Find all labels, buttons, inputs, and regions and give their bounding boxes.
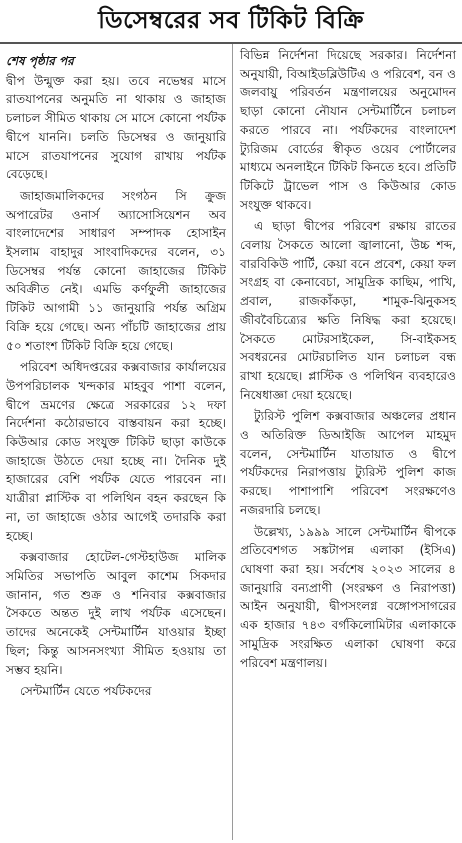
paragraph: পরিবেশ অধিদপ্তরের কক্সবাজার কার্যালয়ের উপপরিচালক খন্দকার মাহবুব পাশা বলেন, দ্বীপে ভ্রমণের ক্ষেত্রে সরকারের ১২ দফা নির্দেশনা কঠোরভাবে বাস্তবায়ন করা হচ্ছে। কিউআর কোড সংযুক্ত টিকিট ছাড়া কাউকে জাহাজে উঠতে দেয়া হচ্ছে না। দৈনিক দুই হাজারের বেশি পর্যটক যেতে পারবেন না। যাত্রীরা প্লাস্টিক বা পলিথিন বহন করছেন কি না, তা জাহাজে ওঠার আগেই তদারকি করা হচ্ছে। [6, 360, 226, 543]
paragraph: ট্যুরিস্ট পুলিশ কক্সবাজার অঞ্চলের প্রধান ও অতিরিক্ত ডিআইজি আপেল মাহমুদ বলেন, সেন্টমার্টিন যাতায়াত ও দ্বীপে পর্যটকদের নিরাপত্তায় ট্যুরিস্ট পুলিশ কাজ করছে। পাশাপাশি পরিবেশ সংরক্ষণেও নজরদারি চলছে। [240, 409, 456, 517]
continuation-kicker: শেষ পৃষ্ঠার পর [6, 54, 74, 68]
right-column [240, 46, 456, 675]
paragraph: জাহাজমালিকদের সংগঠন সি ক্রুজ অপারেটর ওনার্স অ্যাসোসিয়েশন অব বাংলাদেশের সাধারণ সম্পাদক হোসাইন ইসলাম বাহাদুর সাংবাদিকদের বলেন, ৩১ ডিসেম্বর পর্যন্ত কোনো জাহাজের টিকিট অবিক্রীত নেই। এমভি কর্ণফুলী জাহাজের টিকিট আগামী ১১ জানুয়ারি পর্যন্ত অগ্রিম বিক্রি হয়ে গেছে। অন্য পাঁচটি জাহাজের প্রায় ৫০ শতাংশ টিকিট বিক্রি হয়ে গেছে। [6, 188, 226, 353]
headline-area [0, 0, 462, 44]
paragraph: দ্বীপ উন্মুক্ত করা হয়। তবে নভেম্বর মাসে রাতযাপনের অনুমতি না থাকায় ও জাহাজ চলাচল সীমিত থাকায় সে মাসে কোনো পর্যটক দ্বীপে যাননি। চলতি ডিসেম্বর ও জানুয়ারি মাসে রাতযাপনের সুযোগ রাখায় পর্যটক বেড়েছে। [6, 73, 226, 182]
left-column [6, 52, 226, 704]
paragraph: উল্লেখ্য, ১৯৯৯ সালে সেন্টমার্টিন দ্বীপকে প্রতিবেশগত সঙ্কটাপন্ন এলাকা (ইসিএ) ঘোষণা করা হয়। সর্বশেষ ২০২৩ সালের ৪ জানুয়ারি বন্যপ্রাণী (সংরক্ষণ ও নিরাপত্তা) আইন অনুযায়ী, দ্বীপসংলগ্ন বঙ্গোপসাগরের এক হাজার ৭৪৩ বর্গকিলোমিটার এলাকাকে সামুদ্রিক সংরক্ষিত এলাকা ঘোষণা করে পরিবেশ মন্ত্রণালয়। [240, 524, 456, 670]
paragraph: এ ছাড়া দ্বীপের পরিবেশ রক্ষায় রাতের বেলায় সৈকতে আলো জ্বালানো, উচ্চ শব্দ, বারবিকিউ পার্টি, কেয়া বনে প্রবেশ, কেয়া ফল সংগ্রহ বা কেনাবেচা, সামুদ্রিক কাছিম, পাখি, প্রবাল, রাজকাঁকড়া, শামুক-ঝিনুকসহ জীববৈচিত্র্যের ক্ষতি নিষিদ্ধ করা হয়েছে। সৈকতে মোটরসাইকেল, সি-বাইকসহ সবধরনের মোটরচালিত যান চলাচল বন্ধ রাখা হয়েছে। প্লাস্টিক ও পলিথিন ব্যবহারেও নিষেধাজ্ঞা দেয়া হয়েছে। [240, 219, 456, 402]
paragraph: কক্সবাজার হোটেল-গেস্টহাউজ মালিক সমিতির সভাপতি আবুল কাশেম সিকদার জানান, গত শুক্র ও শনিবার কক্সবাজার সৈকতে অন্তত দুই লাখ পর্যটক এসেছেন। তাদের অনেকেই সেন্টমার্টিন যাওয়ার ইচ্ছা ছিল; কিন্তু আসনসংখ্যা সীমিত হওয়ায় তা সম্ভব হয়নি। [6, 550, 226, 677]
paragraph: সেন্টমার্টিন যেতে পর্যটকদের [20, 684, 152, 699]
paragraph: বিভিন্ন নির্দেশনা দিয়েছে সরকার। নির্দেশনা অনুযায়ী, বিআইডব্লিউটিএ ও পরিবেশ, বন ও জলবায়ু পরিবর্তন মন্ত্রণালয়ের অনুমোদন ছাড়া কোনো নৌযান সেন্টমার্টিনে চলাচল করতে পারবে না। পর্যটকদের বাংলাদেশ ট্যুরিজম বোর্ডের স্বীকৃত ওয়েব পোর্টালের মাধ্যমে অনলাইনে টিকিট কিনতে হবে। প্রতিটি টিকিটে ট্রাভেল পাস ও কিউআর কোড সংযুক্ত থাকবে। [240, 48, 456, 212]
column-divider [232, 44, 233, 840]
headline: ডিসেম্বরের সব টিকিট বিক্রি [98, 6, 364, 34]
